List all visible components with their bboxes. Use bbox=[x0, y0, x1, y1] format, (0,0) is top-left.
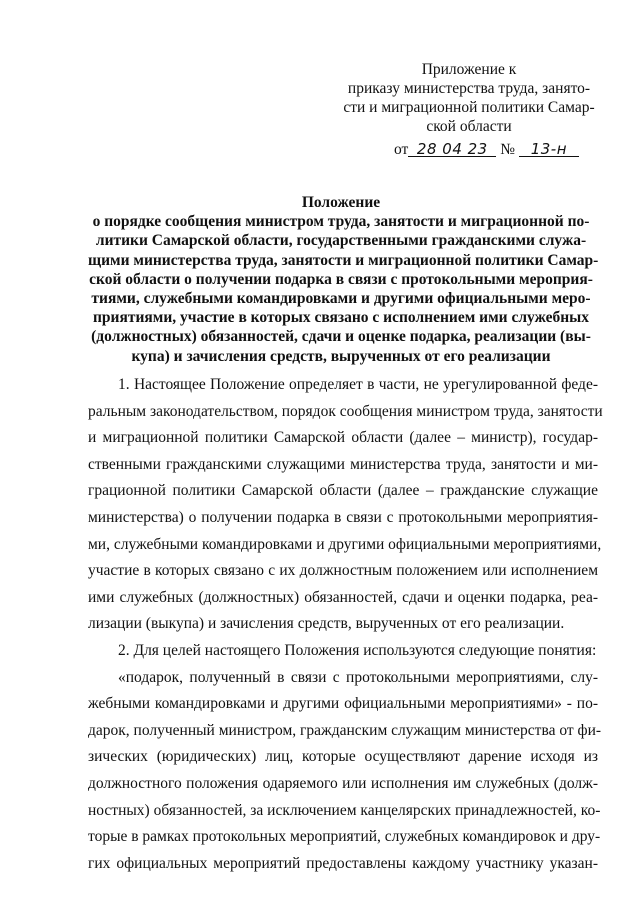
title-line: (должностных) обязанностей, сдачи и оценке подарка, реализации (вы- bbox=[91, 328, 591, 346]
appendix-header bbox=[338, 60, 600, 136]
body-line: торые в рамках протокольных мероприятий, служебных командировок и дру- bbox=[88, 828, 601, 846]
order-from-label: от bbox=[394, 141, 409, 158]
body-line: дарок, полученный министром, гражданским служащим министерства от фи- bbox=[88, 721, 602, 739]
title-line: ской области о получении подарка в связи с протокольными мероприя- bbox=[89, 270, 593, 288]
body-line: «подарок, полученный в связи с протокольными мероприятиями, слу- bbox=[118, 668, 598, 686]
body-line: ральным законодательством, порядок сообщения министром труда, занятости bbox=[88, 402, 603, 420]
body-line: 2. Для целей настоящего Положения используются следующие понятия: bbox=[118, 641, 597, 659]
title-line: литики Самарской области, государственными гражданскими служа- bbox=[95, 232, 587, 250]
order-date: 28 04 23 bbox=[408, 142, 496, 157]
appendix-line: Приложение к bbox=[421, 61, 517, 78]
body-line: жебными командировками и другими официальными мероприятиями» - по- bbox=[88, 695, 598, 713]
body-line: и миграционной политики Самарской области (далее – министр), государ- bbox=[88, 429, 598, 447]
order-number: 13-н bbox=[519, 142, 579, 157]
title-line: щими министерства труда, занятости и миграционной политики Самар- bbox=[88, 251, 599, 269]
title-line: купа) и зачисления средств, вырученных от его реализации bbox=[131, 347, 551, 365]
appendix-line: сти и миграционной политики Самар- bbox=[343, 99, 595, 116]
body-line: ими служебных (должностных) обязанностей, сдачи и оценки подарка, реа- bbox=[88, 588, 598, 606]
order-number-label: № bbox=[500, 141, 515, 158]
body-line: должностного положения одаряемого или исполнения им служебных (долж- bbox=[88, 774, 598, 792]
body-line: гих официальных мероприятий предоставлены каждому участнику указан- bbox=[88, 854, 598, 872]
appendix-line: приказу министерства труда, занято- bbox=[347, 80, 591, 97]
title-line: приятиями, участие в которых связано с исполнением ими служебных bbox=[92, 309, 590, 327]
body-line: ностных) обязанностей, за исключением канцелярских принадлежностей, ко- bbox=[88, 801, 601, 819]
title-line: тиями, служебными командировками и другими официальными меро- bbox=[91, 290, 591, 308]
order-reference bbox=[394, 140, 579, 160]
body-line: грационной политики Самарской области (далее – гражданские служащие bbox=[88, 482, 598, 500]
document-title bbox=[88, 193, 599, 366]
body-line: ственными гражданскими служащими министерства труда, занятости и ми- bbox=[88, 455, 598, 473]
title-heading: Положение bbox=[301, 194, 381, 211]
body-line: лизации (выкупа) и зачисления средств, вырученных от его реализации. bbox=[88, 615, 565, 633]
body-line: зических (юридических) лиц, которые осуществляют дарение исходя из bbox=[88, 748, 598, 766]
body-line: министерства) о получении подарка в связи с протокольными мероприятия- bbox=[88, 508, 598, 526]
document-body bbox=[88, 372, 603, 877]
title-line: о порядке сообщения министром труда, занятости и миграционной по- bbox=[92, 213, 590, 231]
appendix-line: ской области bbox=[426, 118, 512, 135]
body-line: участие в которых связано с их должностным положением или исполнением bbox=[88, 562, 598, 580]
body-line: ми, служебными командировками и другими официальными мероприятиями, bbox=[88, 535, 602, 553]
body-line: 1. Настоящее Положение определяет в части, не урегулированной феде- bbox=[118, 376, 598, 393]
